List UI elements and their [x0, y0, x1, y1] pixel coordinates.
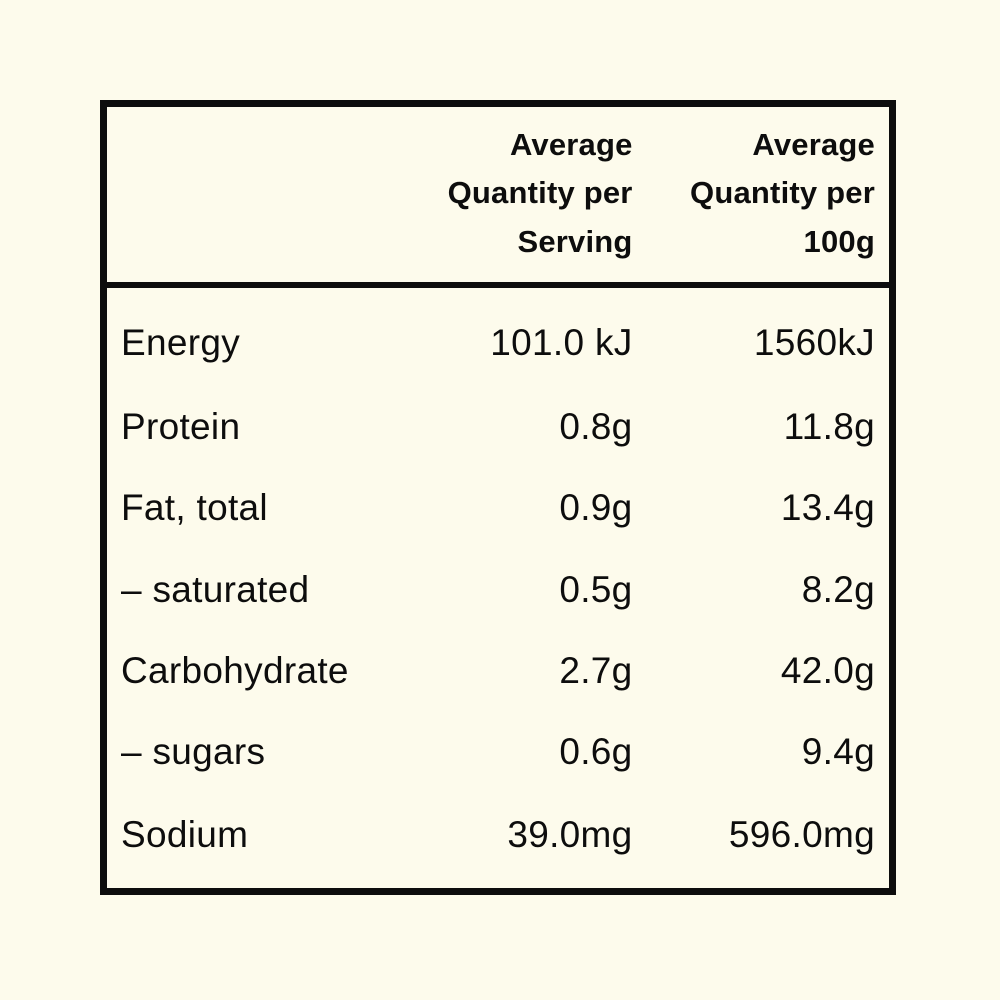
row-value-per-serving: 2.7g: [559, 649, 633, 691]
row-value-per-100g: 13.4g: [780, 487, 875, 529]
row-nutrient-label: Energy: [121, 322, 241, 364]
column-header-per-serving: [404, 107, 646, 285]
table-row: [107, 549, 889, 630]
column-header-per-serving-line-1: Average: [509, 127, 633, 162]
row-value-per-serving: 39.0mg: [507, 814, 633, 856]
row-nutrient-label: Protein: [121, 406, 241, 448]
row-value-per-serving: 101.0 kJ: [490, 322, 633, 364]
row-nutrient-label: Sodium: [121, 814, 249, 856]
column-header-per-100g-line-2: Quantity per: [690, 175, 875, 211]
nutrition-information-panel: [100, 100, 896, 895]
column-header-per-100g-line-3: 100g: [803, 223, 875, 259]
row-value-per-100g: 8.2g: [801, 568, 875, 610]
row-nutrient-label: Fat, total: [121, 487, 268, 529]
column-header-per-100g: [647, 107, 889, 285]
row-value-per-serving: 0.6g: [559, 731, 633, 773]
row-value-per-100g: 42.0g: [780, 649, 875, 691]
row-value-per-serving: 0.9g: [559, 487, 633, 529]
row-value-per-serving: 0.8g: [559, 406, 633, 448]
row-value-per-100g: 11.8g: [783, 406, 875, 448]
table-row: [107, 387, 889, 468]
table-row: [107, 793, 889, 888]
table-row: [107, 712, 889, 793]
row-value-per-100g: 9.4g: [801, 731, 875, 773]
row-value-per-serving: 0.5g: [559, 568, 633, 610]
column-header-nutrient: [107, 107, 404, 285]
column-header-per-100g-line-1: Average: [752, 127, 875, 162]
nutrition-table: [107, 107, 889, 888]
table-row: [107, 631, 889, 712]
header-row: [107, 107, 889, 285]
column-header-per-serving-line-3: Serving: [517, 223, 633, 259]
column-header-per-serving-line-2: Quantity per: [447, 175, 633, 211]
row-value-per-100g: 596.0mg: [728, 814, 875, 856]
row-value-per-100g: 1560kJ: [753, 322, 875, 364]
table-row: [107, 468, 889, 549]
table-header: [107, 107, 889, 285]
table-body: [107, 285, 889, 888]
row-nutrient-label: Carbohydrate: [121, 649, 349, 691]
table-row: [107, 285, 889, 387]
row-nutrient-label: – sugars: [121, 731, 266, 773]
row-nutrient-label: – saturated: [121, 568, 310, 610]
